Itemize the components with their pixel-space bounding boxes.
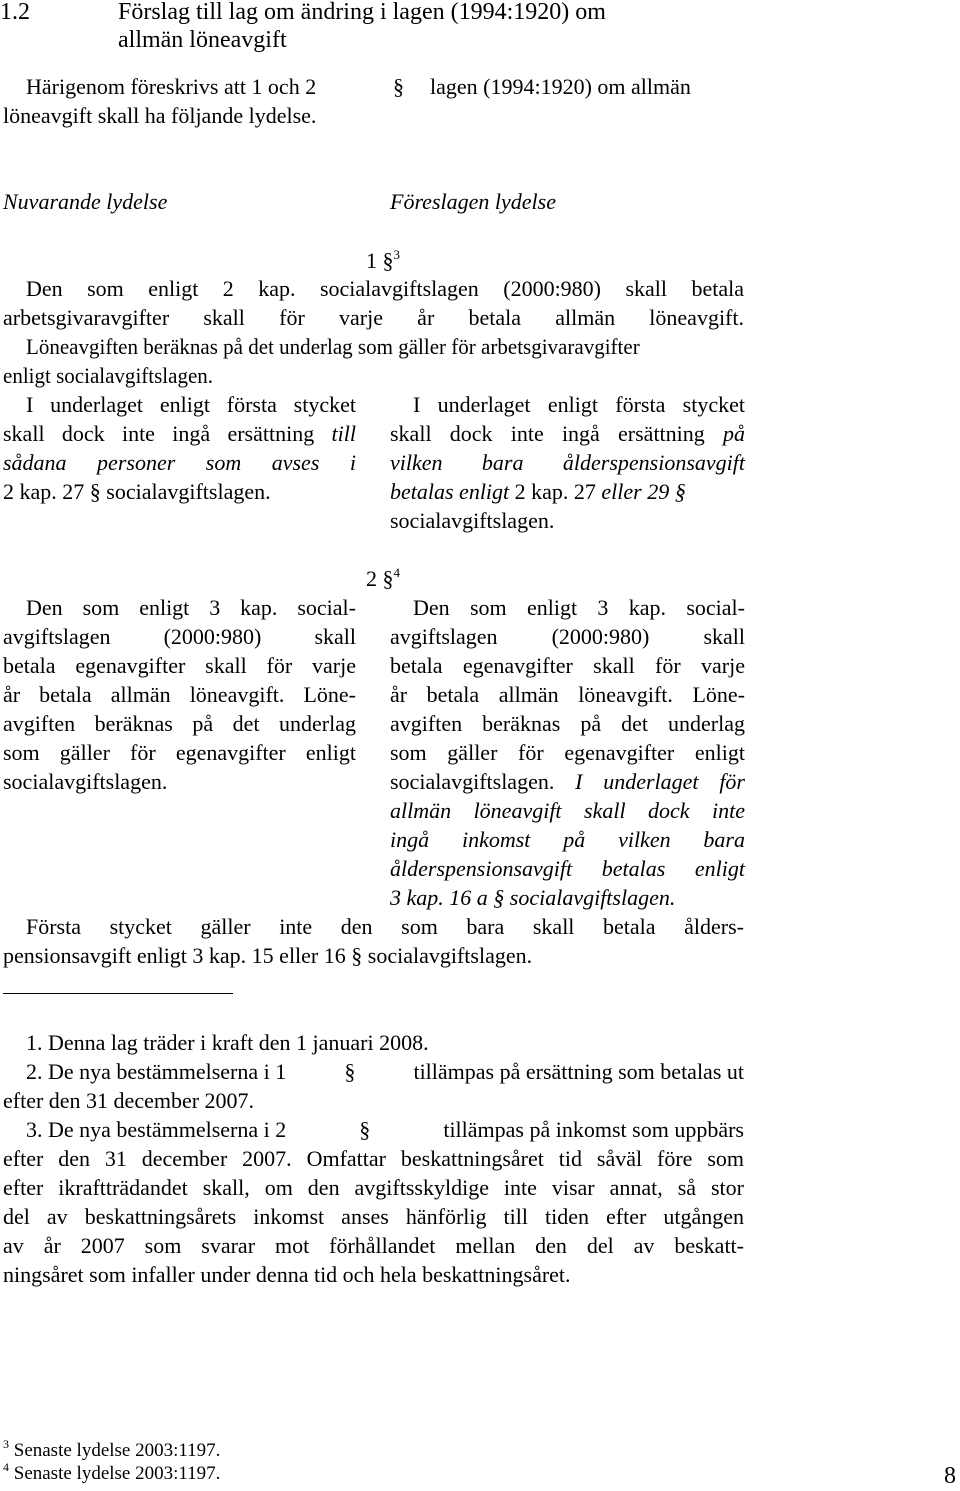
section-sign: § [674, 479, 686, 504]
transitional-3-line3: efter ikraftträdandet skall, om den avgiftsskyldige inte visar annat, så stor [3, 1175, 744, 1200]
section-2-left-line2: avgiftslagen (2000:980) skall [3, 624, 356, 649]
section-2-left-line5: avgiften beräknas på det underlag [3, 711, 356, 736]
section-1-line3: Löneavgiften beräknas på det underlag som gäller för arbetsgivaravgifter [26, 334, 640, 359]
section-1-left-line1: I underlaget enligt första stycket [26, 392, 356, 417]
section-2-right-line2: avgiftslagen (2000:980) skall [390, 624, 745, 649]
transitional-1: 1. Denna lag träder i kraft den 1 januari 2008. [26, 1030, 429, 1055]
section-2-right-line9: ingå inkomst på vilken bara [390, 827, 745, 852]
section-2-right-line1: Den som enligt 3 kap. social- [413, 595, 745, 620]
section-2-left-line4: år betala allmän löneavgift. Löne- [3, 682, 356, 707]
transitional-3-line6: ningsåret som infaller under denna tid och hela beskattningsåret. [3, 1262, 571, 1287]
footnote: $^3$ Senaste lydelse 2003:1197. [3, 1437, 221, 1461]
heading-title-line2: allmän löneavgift [118, 27, 287, 53]
section-1-heading [366, 246, 400, 275]
intro-line1-a: Härigenom föreskrivs att 1 och 2 [26, 74, 317, 99]
intro-line1-b: lagen (1994:1920) om allmän [430, 74, 691, 99]
transitional-3-line4: del av beskattningsårets inkomst anses hänförlig till tiden efter utgången [3, 1204, 744, 1229]
transitional-3-line2: efter den 31 december 2007. Omfattar beskattningsåret tid såväl före som [3, 1146, 744, 1171]
section-2-right-line8: allmän löneavgift skall dock inte [390, 798, 745, 823]
section-2-right-line10: ålderspensionsavgift betalas enligt [390, 856, 745, 881]
section-number: 1 [366, 248, 377, 273]
section-2-right-line11: 3 kap. 16 a § socialavgiftslagen. [390, 885, 676, 910]
section-2-right-line5: avgiften beräknas på det underlag [390, 711, 745, 736]
footnote-number: 3 [3, 1437, 9, 1451]
section-2-after-line2: pensionsavgift enligt 3 kap. 15 eller 16 § socialavgiftslagen. [3, 943, 533, 968]
footnote-ref: 3 [393, 247, 400, 262]
section-1-right-line2: skall dock inte ingå ersättning på [390, 421, 745, 446]
column-heading-proposed: Föreslagen lydelse [390, 189, 556, 214]
section-1-line1: Den som enligt 2 kap. socialavgiftslagen (2000:980) skall betala [26, 276, 744, 301]
heading-title-line1: Förslag till lag om ändring i lagen (1994:1920) om [118, 0, 606, 25]
heading-number: 1.2 [0, 0, 30, 25]
section-1-right-line5: socialavgiftslagen. [390, 508, 555, 533]
section-2-right-line7: socialavgiftslagen. I underlaget för [390, 769, 745, 794]
section-1-right-line4: betalas enligt 2 kap. 27 eller 29 § [390, 479, 686, 504]
section-1-right-line1: I underlaget enligt första stycket [413, 392, 745, 417]
transitional-3-line5: av år 2007 som svarar mot förhållandet mellan den del av beskatt- [3, 1233, 744, 1258]
section-1-line4: enligt socialavgiftslagen. [3, 363, 214, 388]
section-1-left-line3: sådana personer som avses i [3, 450, 356, 475]
transitional-3-line1: 3. De nya bestämmelserna i 2 § tillämpas på inkomst som uppbärs [26, 1117, 744, 1142]
section-2-left-line7: socialavgiftslagen. [3, 769, 168, 794]
section-2-right-line6: som gäller för egenavgifter enligt [390, 740, 745, 765]
section-2-right-line4: år betala allmän löneavgift. Löne- [390, 682, 745, 707]
footnote-number: 4 [3, 1460, 9, 1474]
section-sign: § [382, 248, 394, 273]
page-number: 8 [944, 1463, 956, 1489]
column-heading-current: Nuvarande lydelse [3, 189, 168, 214]
section-sign: § [351, 943, 363, 968]
section-2-left-line3: betala egenavgifter skall för varje [3, 653, 356, 678]
section-number: 2 [366, 566, 377, 591]
section-sign: § [393, 74, 404, 99]
section-1-right-line3: vilken bara ålderspensionsavgift [390, 450, 745, 475]
footnote-ref: 4 [393, 565, 400, 580]
section-sign: § [493, 885, 505, 910]
section-sign: § [382, 566, 394, 591]
section-sign: § [359, 1117, 371, 1142]
section-sign: § [344, 1059, 356, 1084]
section-2-left-line1: Den som enligt 3 kap. social- [26, 595, 356, 620]
section-1-left-line4: 2 kap. 27 § socialavgiftslagen. [3, 479, 271, 504]
section-2-after-line1: Första stycket gäller inte den som bara skall betala ålders- [26, 914, 744, 939]
section-2-heading [366, 564, 400, 593]
separator-rule [3, 993, 233, 994]
section-1-left-line2: skall dock inte ingå ersättning till [3, 421, 356, 446]
transitional-2-line2: efter den 31 december 2007. [3, 1088, 255, 1113]
section-1-line2: arbetsgivaravgifter skall för varje år betala allmän löneavgift. [3, 305, 744, 330]
intro-line2: löneavgift skall ha följande lydelse. [3, 103, 317, 128]
section-2-right-line3: betala egenavgifter skall för varje [390, 653, 745, 678]
section-2-left-line6: som gäller för egenavgifter enligt [3, 740, 356, 765]
transitional-2-line1: 2. De nya bestämmelserna i 1 § tillämpas på ersättning som betalas ut [26, 1059, 744, 1084]
section-sign: § [89, 479, 101, 504]
footnote: $^4$ Senaste lydelse 2003:1197. [3, 1460, 221, 1484]
